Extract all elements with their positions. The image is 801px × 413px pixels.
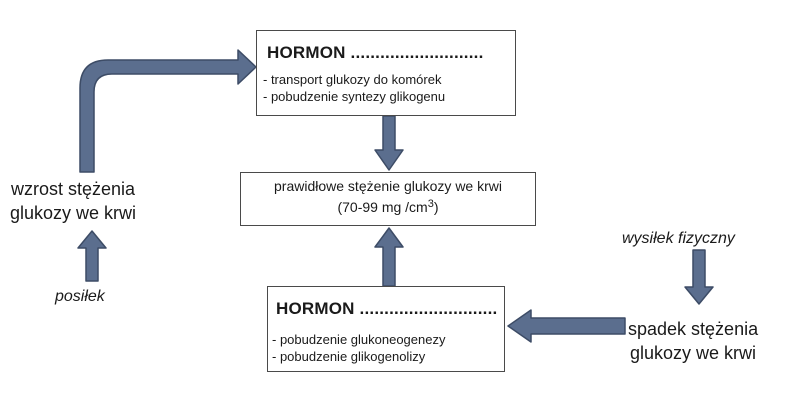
range-close: ) <box>433 199 439 215</box>
arrow-wysilek-to-spadek <box>685 250 713 304</box>
range-exponent: 3 <box>427 198 434 210</box>
label-line: glukozy we krwi <box>630 343 757 363</box>
hormone-box-bottom <box>267 286 505 372</box>
range-main: (70-99 mg /cm <box>337 199 428 215</box>
arrow-posilek-to-wzrost <box>78 231 106 281</box>
exercise-label: wysiłek fizyczny <box>622 230 735 247</box>
hormone-item: - pobudzenie glikogenolizy <box>272 349 426 364</box>
hormone-title-bottom: HORMON ............................ <box>276 299 498 318</box>
normal-glucose-text: prawidłowe stężenie glukozy we krwi <box>274 178 502 194</box>
meal-label: posiłek <box>55 288 105 305</box>
arrow-bottom-box-to-middle-box <box>375 228 403 286</box>
hormone-item: - transport glukozy do komórek <box>263 72 442 87</box>
label-line: glukozy we krwi <box>10 203 137 223</box>
hormone-box-top <box>256 30 516 116</box>
arrow-wzrost-to-top-box <box>80 50 256 172</box>
arrow-top-box-to-middle-box <box>375 116 403 170</box>
glucose-decrease-label <box>628 317 758 365</box>
hormone-items-bottom <box>272 331 445 365</box>
hormone-title-top: HORMON ........................... <box>267 43 484 62</box>
normal-glucose-box <box>240 172 536 226</box>
label-line: wzrost stężenia <box>10 179 136 199</box>
arrow-spadek-to-bottom-box <box>508 310 625 342</box>
glucose-increase-label <box>10 177 136 225</box>
hormone-item: - pobudzenie syntezy glikogenu <box>263 89 446 104</box>
hormone-items-top <box>263 71 445 105</box>
hormone-item: - pobudzenie glukoneogenezy <box>272 332 446 347</box>
normal-glucose-range <box>241 198 535 215</box>
label-line: spadek stężenia <box>628 319 759 339</box>
